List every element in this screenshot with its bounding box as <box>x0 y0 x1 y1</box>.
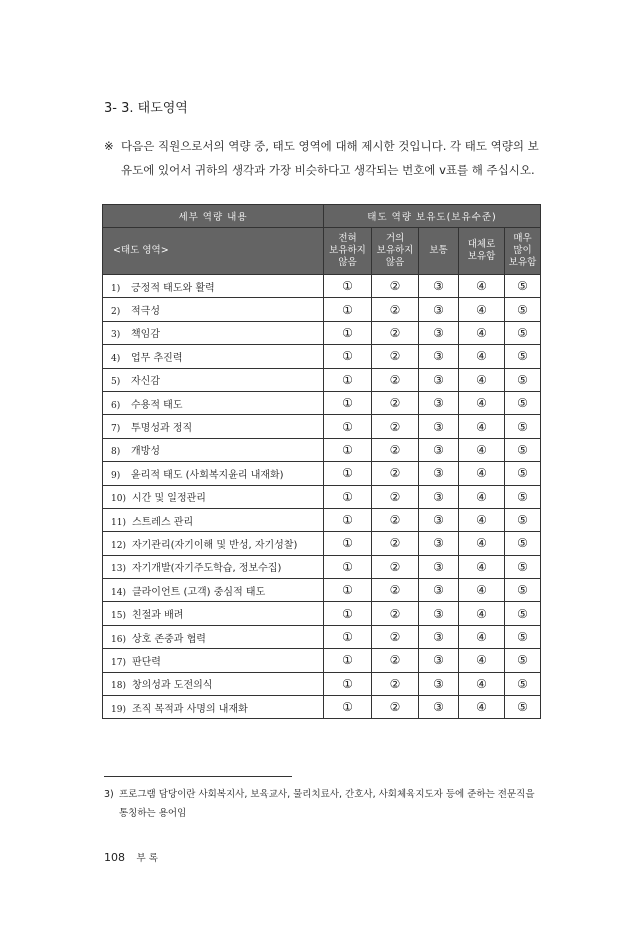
item-text: 긍정적 태도와 활력 <box>131 282 215 294</box>
rating-option[interactable]: ③ <box>419 345 459 368</box>
item-text: 개방성 <box>131 446 160 458</box>
item-label <box>103 298 324 321</box>
rating-option[interactable]: ① <box>324 415 372 438</box>
table-row <box>103 275 541 298</box>
rating-option[interactable]: ③ <box>419 625 459 648</box>
rating-option[interactable]: ② <box>372 298 419 321</box>
item-number: 5) <box>111 377 121 388</box>
rating-option[interactable]: ② <box>372 625 419 648</box>
rating-option[interactable]: ② <box>372 438 419 461</box>
table-row <box>103 696 541 719</box>
rating-option[interactable]: ③ <box>419 485 459 508</box>
rating-option[interactable]: ③ <box>419 438 459 461</box>
item-label <box>103 625 324 648</box>
table-row <box>103 672 541 695</box>
rating-option[interactable]: ② <box>372 485 419 508</box>
item-text: 친절과 배려 <box>131 610 184 622</box>
header-detail-content: 세부 역량 내용 <box>103 205 324 228</box>
rating-option[interactable]: ① <box>324 602 372 625</box>
table-row <box>103 485 541 508</box>
item-label <box>103 508 324 531</box>
rating-option[interactable]: ② <box>372 579 419 602</box>
table-row <box>103 462 541 485</box>
note-mark: ※ <box>104 139 114 153</box>
table-row <box>103 649 541 672</box>
item-label <box>103 321 324 344</box>
section-title: 3- 3. 태도영역 <box>104 101 188 116</box>
table-row <box>103 415 541 438</box>
item-label <box>103 415 324 438</box>
item-label <box>103 602 324 625</box>
item-number: 7) <box>111 424 121 435</box>
rating-option[interactable]: ① <box>324 672 372 695</box>
rating-option[interactable]: ④ <box>459 345 505 368</box>
rating-option[interactable]: ④ <box>459 508 505 531</box>
rating-option[interactable]: ③ <box>419 462 459 485</box>
rating-option[interactable]: ⑤ <box>505 462 541 485</box>
note-text: 다음은 직원으로서의 역량 중, 태도 영역에 대해 제시한 것입니다. 각 태도 역량의 보유도에 있어서 귀하의 생각과 가장 비슷하다고 생각되는 번호에 v표를 해 주십시오. <box>121 139 539 177</box>
rating-option[interactable]: ② <box>372 368 419 391</box>
item-text: 자신감 <box>131 376 160 388</box>
rating-option[interactable]: ④ <box>459 275 505 298</box>
attitude-competency-table <box>102 204 541 719</box>
level-header: 전혀 보유하지 않음 <box>324 228 372 275</box>
rating-option[interactable]: ⑤ <box>505 438 541 461</box>
item-text: 책임감 <box>131 329 160 341</box>
rating-option[interactable]: ④ <box>459 321 505 344</box>
rating-option[interactable]: ③ <box>419 602 459 625</box>
table-row <box>103 602 541 625</box>
item-label <box>103 532 324 555</box>
rating-option[interactable]: ⑤ <box>505 579 541 602</box>
table-row <box>103 391 541 414</box>
item-text: 자기관리(자기이해 및 반성, 자기성찰) <box>131 539 298 551</box>
rating-option[interactable]: ④ <box>459 485 505 508</box>
item-text: 시간 및 일정관리 <box>131 493 206 505</box>
rating-option[interactable]: ⑤ <box>505 485 541 508</box>
rating-option[interactable]: ② <box>372 275 419 298</box>
rating-option[interactable]: ② <box>372 672 419 695</box>
item-text: 상호 존중과 협력 <box>131 633 206 645</box>
item-number: 15) <box>111 611 126 622</box>
item-label <box>103 485 324 508</box>
item-number: 10) <box>111 494 126 505</box>
table-row <box>103 508 541 531</box>
rating-option[interactable]: ③ <box>419 275 459 298</box>
item-number: 17) <box>111 657 126 668</box>
item-text: 판단력 <box>131 656 161 668</box>
rating-option[interactable]: ⑤ <box>505 555 541 578</box>
header-possession-level: 태도 역량 보유도(보유수준) <box>324 205 541 228</box>
item-label <box>103 672 324 695</box>
table-row <box>103 625 541 648</box>
rating-option[interactable]: ⑤ <box>505 696 541 719</box>
table-row <box>103 321 541 344</box>
rating-option[interactable]: ① <box>324 485 372 508</box>
item-text: 수용적 태도 <box>131 399 183 411</box>
item-label <box>103 275 324 298</box>
rating-option[interactable]: ③ <box>419 391 459 414</box>
rating-option[interactable]: ⑤ <box>505 368 541 391</box>
rating-option[interactable]: ③ <box>419 368 459 391</box>
footnote-text: 프로그램 담당이란 사회복지사, 보육교사, 물리치료사, 간호사, 사회체육지도자 등에 준하는 전문직을 통칭하는 용어임 <box>119 789 535 819</box>
rating-option[interactable]: ② <box>372 649 419 672</box>
item-text: 자기개발(자기주도학습, 정보수집) <box>131 563 282 575</box>
rating-option[interactable]: ① <box>324 649 372 672</box>
item-label <box>103 462 324 485</box>
item-number: 11) <box>111 517 126 528</box>
item-number: 9) <box>111 470 121 481</box>
rating-option[interactable]: ① <box>324 696 372 719</box>
table-row <box>103 298 541 321</box>
rating-option[interactable]: ④ <box>459 555 505 578</box>
rating-option[interactable]: ① <box>324 321 372 344</box>
item-text: 스트레스 관리 <box>131 516 194 528</box>
rating-option[interactable]: ④ <box>459 672 505 695</box>
item-label <box>103 579 324 602</box>
rating-option[interactable]: ② <box>372 462 419 485</box>
item-text: 업무 추진력 <box>131 352 183 364</box>
rating-option[interactable]: ⑤ <box>505 649 541 672</box>
rating-option[interactable]: ③ <box>419 321 459 344</box>
rating-option[interactable]: ⑤ <box>505 321 541 344</box>
footnote <box>104 785 544 823</box>
rating-option[interactable]: ② <box>372 532 419 555</box>
item-number: 4) <box>111 353 121 364</box>
rating-option[interactable]: ② <box>372 602 419 625</box>
rating-option[interactable]: ⑤ <box>505 391 541 414</box>
footnote-mark: 3) <box>104 789 114 800</box>
rating-option[interactable]: ② <box>372 555 419 578</box>
rating-option[interactable]: ④ <box>459 298 505 321</box>
rating-option[interactable]: ④ <box>459 696 505 719</box>
item-number: 6) <box>111 400 121 411</box>
item-text: 적극성 <box>131 306 160 318</box>
rating-option[interactable]: ② <box>372 415 419 438</box>
item-text: 윤리적 태도 (사회복지윤리 내재화) <box>131 469 284 481</box>
rating-option[interactable]: ⑤ <box>505 625 541 648</box>
item-number: 2) <box>111 307 121 318</box>
table-row <box>103 555 541 578</box>
item-text: 클라이언트 (고객) 중심적 태도 <box>131 586 266 598</box>
rating-option[interactable]: ③ <box>419 672 459 695</box>
rating-option[interactable]: ③ <box>419 298 459 321</box>
item-number: 14) <box>111 587 126 598</box>
table-row <box>103 345 541 368</box>
level-header: 매우 많이 보유함 <box>505 228 541 275</box>
item-number: 12) <box>111 540 126 551</box>
rating-option[interactable]: ③ <box>419 508 459 531</box>
rating-option[interactable]: ① <box>324 391 372 414</box>
rating-option[interactable]: ① <box>324 368 372 391</box>
subheader-attitude-area: <태도 영역> <box>103 228 324 275</box>
item-text: 조직 목적과 사명의 내재화 <box>131 703 248 715</box>
rating-option[interactable]: ③ <box>419 532 459 555</box>
rating-option[interactable]: ① <box>324 532 372 555</box>
rating-option[interactable]: ② <box>372 345 419 368</box>
rating-option[interactable]: ⑤ <box>505 298 541 321</box>
rating-option[interactable]: ④ <box>459 368 505 391</box>
item-label <box>103 391 324 414</box>
level-header: 거의 보유하지 않음 <box>372 228 419 275</box>
rating-option[interactable]: ① <box>324 345 372 368</box>
table-row <box>103 438 541 461</box>
footnote-divider <box>104 776 292 777</box>
rating-option[interactable]: ④ <box>459 438 505 461</box>
item-label <box>103 555 324 578</box>
rating-option[interactable]: ① <box>324 298 372 321</box>
footer-section: 부 록 <box>136 853 158 864</box>
rating-option[interactable]: ③ <box>419 415 459 438</box>
rating-option[interactable]: ⑤ <box>505 602 541 625</box>
item-number: 13) <box>111 564 126 575</box>
level-header: 대체로 보유함 <box>459 228 505 275</box>
rating-option[interactable]: ② <box>372 508 419 531</box>
level-header: 보통 <box>419 228 459 275</box>
rating-option[interactable]: ④ <box>459 462 505 485</box>
item-number: 3) <box>111 330 121 341</box>
item-label <box>103 345 324 368</box>
rating-option[interactable]: ④ <box>459 625 505 648</box>
rating-option[interactable]: ⑤ <box>505 532 541 555</box>
rating-option[interactable]: ① <box>324 275 372 298</box>
table-row <box>103 368 541 391</box>
rating-option[interactable]: ⑤ <box>505 275 541 298</box>
item-label <box>103 649 324 672</box>
rating-option[interactable]: ① <box>324 508 372 531</box>
rating-option[interactable]: ③ <box>419 649 459 672</box>
rating-option[interactable]: ① <box>324 555 372 578</box>
rating-option[interactable]: ④ <box>459 532 505 555</box>
item-label <box>103 696 324 719</box>
page-number: 108 <box>104 851 125 864</box>
rating-option[interactable]: ⑤ <box>505 415 541 438</box>
table-row <box>103 579 541 602</box>
rating-option[interactable]: ⑤ <box>505 345 541 368</box>
rating-option[interactable]: ④ <box>459 649 505 672</box>
item-text: 창의성과 도전의식 <box>131 680 213 692</box>
item-number: 16) <box>111 634 126 645</box>
table-row <box>103 532 541 555</box>
item-label <box>103 438 324 461</box>
rating-option[interactable]: ① <box>324 625 372 648</box>
item-label <box>103 368 324 391</box>
rating-option[interactable]: ① <box>324 462 372 485</box>
item-number: 18) <box>111 681 126 692</box>
item-number: 19) <box>111 704 126 715</box>
item-number: 1) <box>111 283 121 294</box>
rating-option[interactable]: ① <box>324 579 372 602</box>
item-number: 8) <box>111 447 121 458</box>
rating-option[interactable]: ② <box>372 321 419 344</box>
rating-option[interactable]: ④ <box>459 391 505 414</box>
item-text: 투명성과 정직 <box>131 423 193 435</box>
rating-option[interactable]: ③ <box>419 555 459 578</box>
rating-option[interactable]: ④ <box>459 415 505 438</box>
rating-option[interactable]: ⑤ <box>505 672 541 695</box>
rating-option[interactable]: ④ <box>459 602 505 625</box>
instruction-note <box>104 134 544 182</box>
rating-option[interactable]: ② <box>372 391 419 414</box>
rating-option[interactable]: ④ <box>459 579 505 602</box>
rating-option[interactable]: ③ <box>419 579 459 602</box>
rating-option[interactable]: ① <box>324 438 372 461</box>
rating-option[interactable]: ② <box>372 696 419 719</box>
page-footer <box>104 850 158 864</box>
rating-option[interactable]: ⑤ <box>505 508 541 531</box>
rating-option[interactable]: ③ <box>419 696 459 719</box>
